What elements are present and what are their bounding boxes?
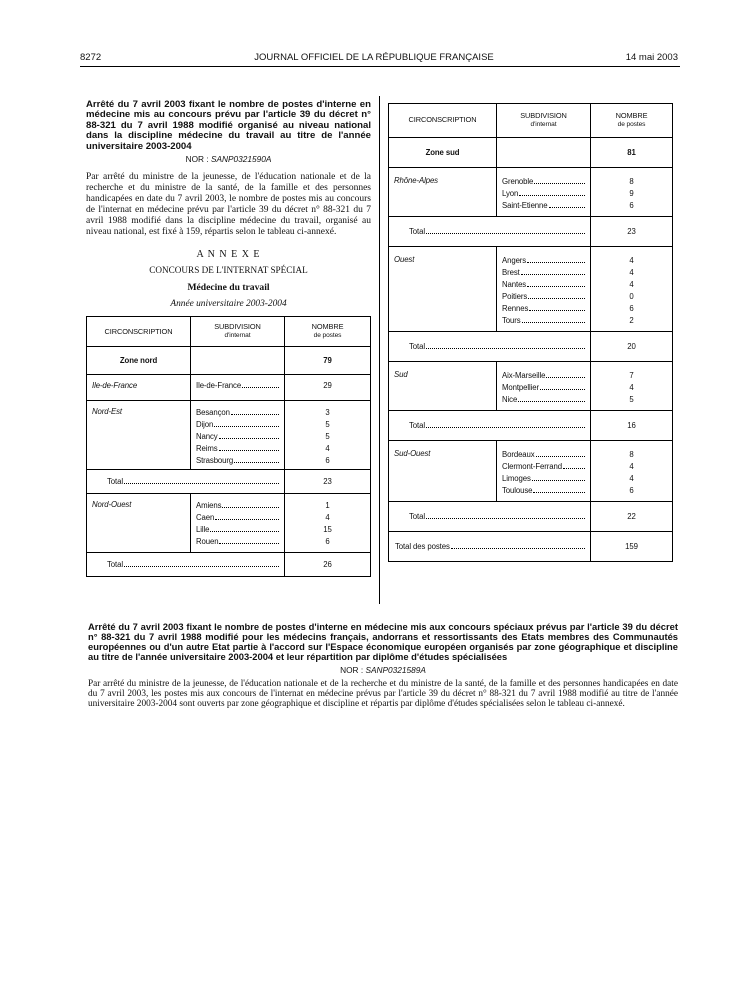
table-row: [502, 473, 585, 485]
subdiv-cell: [497, 362, 591, 411]
total-label: Total: [409, 342, 425, 351]
circ-ouest: Ouest: [389, 247, 497, 332]
header-subdivision-sub: d'internat: [530, 120, 557, 128]
decree2-body: Par arrêté du ministre de la jeunesse, de l'éducation nationale et de la recherche et du ministre de la santé, de la famille et des personnes handicapées en date du 7 avril 2003, les postes mis aux concours de l'internat en médecine prévus par l'article 39 du décret n° 88-321 du 7 avril 1988 modifié au titre de l'année universitaire 2003-2004 sont ouverts par zone géographique et discipline et répartis par diplôme d'études spécialisées selon le tableau ci-annexé.: [88, 679, 678, 710]
subdiv-name: Amiens: [196, 501, 222, 511]
post-count: 2: [629, 316, 634, 325]
post-count: 1: [325, 501, 330, 511]
post-counts: [591, 168, 673, 217]
header-subdivision-label: SUBDIVISION: [520, 111, 567, 120]
subdiv-name: Besançon: [196, 408, 230, 418]
table-row: [502, 267, 585, 279]
header-nombre-sub: de postes: [313, 331, 342, 339]
dot-leader: [219, 438, 279, 439]
decree2-nor: [88, 665, 678, 675]
total-row: [389, 332, 591, 362]
post-counts: [591, 441, 673, 502]
dot-leader: [215, 519, 279, 520]
header-subdivision-sub: d'internat: [224, 331, 251, 339]
post-counts: [591, 247, 673, 332]
post-count: 0: [629, 292, 634, 301]
header-nombre: [591, 104, 673, 138]
post-count: 4: [629, 474, 634, 483]
subdiv-cell: [497, 168, 591, 217]
subdiv-name: Grenoble: [502, 177, 534, 186]
post-count: 5: [629, 395, 634, 404]
total-label-wrap: [107, 477, 279, 486]
zone-nord-empty: [191, 347, 285, 375]
circ-nord-est: Nord-Est: [87, 401, 191, 470]
zone-nord-value: 79: [285, 347, 371, 375]
dot-leader: [231, 414, 279, 415]
table-row: [502, 176, 585, 188]
post-counts: [591, 362, 673, 411]
post-count: 6: [325, 537, 330, 547]
column-divider: [379, 96, 380, 604]
header-rule: [80, 66, 680, 67]
subdiv-name: Limoges: [502, 474, 531, 483]
post-counts: [285, 401, 371, 470]
table-row: [196, 407, 279, 419]
dot-leader: [527, 286, 585, 287]
total-label: Total: [107, 560, 123, 570]
decree1-title: Arrêté du 7 avril 2003 fixant le nombre de postes d'interne en médecine mis au concours prévu par l'article 39 du décret n° 88-321 du 7 avril 1988 modifié organisé au niveau national dans la discipline médecine du travail au titre de l'année universitaire 2003-2004: [86, 99, 371, 152]
total-value: 26: [285, 553, 371, 577]
header-nombre: [285, 317, 371, 347]
post-count: 8: [629, 177, 634, 186]
decree1-body: Par arrêté du ministre de la jeunesse, de l'éducation nationale et de la recherche et du ministre de la santé, de la famille et des personnes handicapées en date du 7 avril 2003, le nombre de postes mis au concours de l'internat en médecine prévu par l'article 39 du décret n° 88-321 du 7 avril 1988 modifié dans la discipline médecine du travail, organisé au niveau national, est fixé à 159, répartis selon le tableau ci-annexé.: [86, 172, 371, 237]
total-value: 22: [591, 502, 673, 532]
dot-leader: [210, 531, 279, 532]
total-label: Total: [107, 477, 123, 487]
table-row: [502, 315, 585, 327]
dot-leader: [219, 450, 279, 451]
zone-nord-label: Zone nord: [87, 347, 191, 375]
circ-ile-de-france: Ile-de-France: [87, 375, 191, 401]
discipline-heading: Médecine du travail: [187, 282, 270, 294]
table-left: [86, 316, 371, 577]
header-subdivision: [191, 317, 285, 347]
table-row: [196, 381, 279, 390]
post-count: 4: [629, 383, 634, 392]
table-row: [502, 291, 585, 303]
circ-sud-ouest: Sud-Ouest: [389, 441, 497, 502]
subdiv-name: Angers: [502, 256, 527, 265]
subdiv-name: Bordeaux: [502, 450, 535, 459]
dot-leader: [549, 207, 585, 208]
journal-title: JOURNAL OFFICIEL DE LA RÉPUBLIQUE FRANÇAISE: [254, 52, 494, 63]
total-label-wrap: [107, 560, 279, 569]
table-row: [502, 485, 585, 497]
post-count: 4: [325, 513, 330, 523]
subdiv-name: Tours: [502, 316, 521, 325]
post-count: 4: [325, 444, 330, 454]
dot-leader: [528, 298, 585, 299]
dot-leader: [426, 427, 585, 428]
grand-total-value: 159: [591, 532, 673, 562]
circ-nord-ouest: Nord-Ouest: [87, 494, 191, 553]
subdiv-name: Toulouse: [502, 486, 533, 495]
table-row: [502, 394, 585, 406]
dot-leader: [546, 377, 585, 378]
subdiv-name: Rennes: [502, 304, 529, 313]
post-count: 4: [629, 268, 634, 277]
dot-leader: [124, 566, 279, 567]
table-row: [502, 449, 585, 461]
decree2-title: Arrêté du 7 avril 2003 fixant le nombre de postes d'interne en médecine mis aux concours spéciaux prévus par l'article 39 du décret n° 88-321 du 7 avril 1988 modifié pour les médecins français, andorrans et ressortissants des Etats membres des Communautés européennes ou d'un autre Etat partie à l'accord sur l'Espace économique européen organisés par zone géographique et discipline au titre de l'année universitaire 2003-2004 et leur répartition par diplôme d'études spécialisées: [88, 621, 678, 662]
subdiv-name: Reims: [196, 444, 218, 454]
header-circonscription: CIRCONSCRIPTION: [389, 104, 497, 138]
dot-leader: [242, 387, 279, 388]
subdiv-name: Aix-Marseille: [502, 371, 546, 380]
table-row: [502, 255, 585, 267]
total-label-wrap: [409, 421, 585, 430]
header-nombre-label: NOMBRE: [615, 111, 648, 120]
total-row: [87, 470, 285, 494]
subdiv-name: Nantes: [502, 280, 527, 289]
subdiv-name: Rouen: [196, 537, 219, 547]
nor-code: SANP0321590A: [210, 154, 272, 165]
header-circonscription: CIRCONSCRIPTION: [87, 317, 191, 347]
post-count: 6: [629, 304, 634, 313]
dot-leader: [426, 233, 585, 234]
zone-sud-empty: [497, 138, 591, 168]
total-label-wrap: [409, 342, 585, 351]
header-subdivision: [497, 104, 591, 138]
left-column: [86, 100, 371, 577]
post-count: 9: [629, 189, 634, 198]
page-number: 8272: [80, 52, 102, 63]
post-count: 5: [325, 432, 330, 442]
decree1-nor: [86, 154, 371, 164]
total-label: Total: [409, 512, 425, 521]
nor-label: NOR :: [340, 665, 364, 675]
post-count: 7: [629, 371, 634, 380]
nor-code: SANP0321589A: [365, 665, 426, 675]
dot-leader: [563, 468, 585, 469]
dot-leader: [533, 492, 585, 493]
post-count: 3: [325, 408, 330, 418]
header-subdivision-label: SUBDIVISION: [214, 322, 261, 332]
table-right: [388, 103, 673, 562]
dot-leader: [522, 322, 585, 323]
subdiv-cell: [191, 375, 285, 401]
post-count: 6: [629, 486, 634, 495]
total-label-wrap: [409, 227, 585, 236]
post-count: 4: [629, 462, 634, 471]
post-count: 4: [629, 280, 634, 289]
subdiv-cell: [191, 401, 285, 470]
subdiv-name: Caen: [196, 513, 215, 523]
total-label: Total: [409, 421, 425, 430]
post-count: 6: [629, 201, 634, 210]
subdiv-name: Brest: [502, 268, 520, 277]
post-count: 15: [323, 525, 332, 535]
post-count: 5: [325, 420, 330, 430]
issue-date: 14 mai 2003: [625, 52, 678, 63]
table-row: [196, 419, 279, 431]
total-row: [389, 217, 591, 247]
total-row: [87, 553, 285, 577]
right-column: [388, 103, 673, 562]
subdiv-name: Dijon: [196, 420, 214, 430]
post-count: 29: [285, 375, 371, 401]
subdiv-name: Ile-de-France: [196, 381, 242, 391]
decree2: [88, 622, 678, 710]
post-count: 8: [629, 450, 634, 459]
post-count: 6: [325, 456, 330, 466]
total-label: Total: [409, 227, 425, 236]
annex-heading: A N N E X E: [196, 249, 261, 261]
dot-leader: [451, 548, 585, 549]
table-row: [502, 461, 585, 473]
dot-leader: [529, 310, 585, 311]
dot-leader: [540, 389, 585, 390]
dot-leader: [532, 480, 585, 481]
table-row: [502, 200, 585, 212]
total-value: 16: [591, 411, 673, 441]
dot-leader: [222, 507, 279, 508]
subdiv-name: Nice: [502, 395, 518, 404]
subdiv-name: Poitiers: [502, 292, 528, 301]
dot-leader: [534, 183, 585, 184]
grand-total-label-wrap: [395, 542, 585, 551]
table-row: [196, 455, 279, 467]
zone-sud-label: Zone sud: [389, 138, 497, 168]
post-count: 4: [629, 256, 634, 265]
total-row: [389, 502, 591, 532]
dot-leader: [234, 462, 279, 463]
subdiv-cell: [497, 247, 591, 332]
nor-label: NOR :: [185, 154, 209, 165]
total-row: [389, 411, 591, 441]
dot-leader: [426, 348, 585, 349]
table-row: [196, 443, 279, 455]
total-value: 23: [285, 470, 371, 494]
total-label-wrap: [409, 512, 585, 521]
table-row: [502, 188, 585, 200]
subdiv-name: Lyon: [502, 189, 519, 198]
dot-leader: [521, 274, 585, 275]
table-row: [196, 431, 279, 443]
table-row: [196, 524, 279, 536]
dot-leader: [519, 195, 585, 196]
table-row: [196, 512, 279, 524]
subdiv-cell: [191, 494, 285, 553]
total-value: 23: [591, 217, 673, 247]
dot-leader: [518, 401, 585, 402]
table-row: [196, 536, 279, 548]
table-row: [502, 303, 585, 315]
subdiv-name: Saint-Etienne: [502, 201, 548, 210]
header-nombre-label: NOMBRE: [311, 322, 344, 332]
subdiv-name: Lille: [196, 525, 210, 535]
subdiv-name: Nancy: [196, 432, 218, 442]
grand-total-row: [389, 532, 591, 562]
dot-leader: [124, 483, 279, 484]
circ-sud: Sud: [389, 362, 497, 411]
dot-leader: [214, 426, 279, 427]
zone-sud-value: 81: [591, 138, 673, 168]
subdiv-name: Strasbourg: [196, 456, 234, 466]
table-row: [502, 279, 585, 291]
year-heading: Année universitaire 2003-2004: [170, 299, 287, 310]
table-row: [502, 382, 585, 394]
dot-leader: [426, 518, 585, 519]
dot-leader: [219, 543, 279, 544]
dot-leader: [536, 456, 585, 457]
table-row: [196, 500, 279, 512]
total-value: 20: [591, 332, 673, 362]
header-nombre-sub: de postes: [617, 120, 646, 128]
subdiv-name: Clermont-Ferrand: [502, 462, 562, 471]
subdiv-name: Montpellier: [502, 383, 540, 392]
table-row: [502, 370, 585, 382]
post-counts: [285, 494, 371, 553]
annex-subheading: CONCOURS DE L'INTERNAT SPÉCIAL: [149, 265, 308, 276]
dot-leader: [527, 262, 585, 263]
circ-rhone-alpes: Rhône-Alpes: [389, 168, 497, 217]
subdiv-cell: [497, 441, 591, 502]
grand-total-label: Total des postes: [395, 542, 450, 551]
